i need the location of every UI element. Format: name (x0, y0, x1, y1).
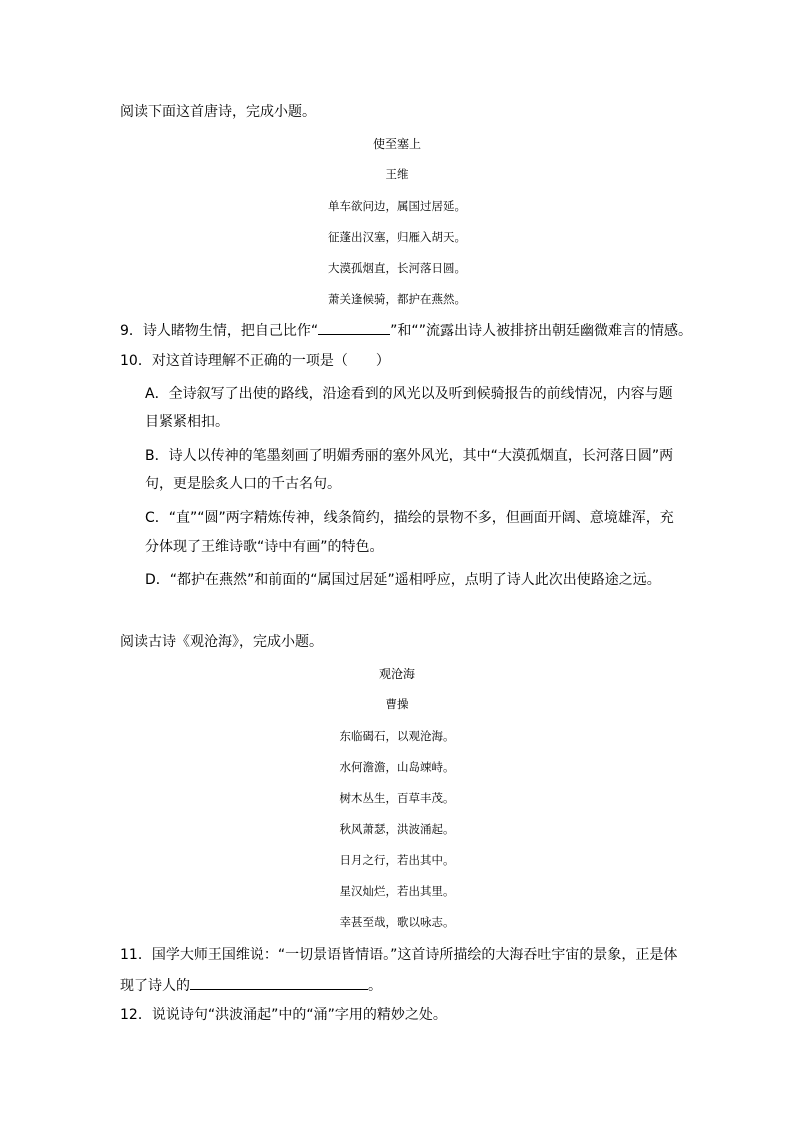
q10-option-d: D．“都护在燕然”和前面的“属国过居延”遥相呼应，点明了诗人此次出使路途之远。 (145, 572, 661, 588)
question-11-cont (120, 975, 382, 996)
question-9 (120, 320, 692, 341)
question-11: 11．国学大师王国维说：“一切景语皆情语。”这首诗所描绘的大海吞吐宇宙的景象，正是体 (120, 947, 678, 963)
q9-blank-1[interactable] (318, 320, 390, 335)
question-10-stem: 10．对这首诗理解不正确的一项是（ ） (120, 353, 390, 369)
poem1-author: 王维 (385, 167, 409, 181)
q11-prefix: 现了诗人的 (120, 978, 190, 994)
q9-suffix: ”流露出诗人被排挤出朝廷幽微难言的情感。 (418, 323, 692, 339)
poem2-line: 幸甚至哉，歌以咏志。 (339, 915, 455, 929)
q11-suffix: 。 (368, 978, 382, 994)
poem2-title: 观沧海 (378, 667, 415, 681)
section1-intro: 阅读下面这首唐诗，完成小题。 (120, 104, 316, 120)
q10-option-c: C．“直”“圆”两字精炼传神，线条简约，描绘的景物不多，但画面开阔、意境雄浑，充 (145, 510, 674, 526)
poem2-line: 日月之行，若出其中。 (339, 853, 455, 867)
section2-intro: 阅读古诗《观沧海》，完成小题。 (120, 634, 323, 650)
poem1-line: 征蓬出汉塞，归雁入胡天。 (328, 230, 466, 244)
poem1-line: 萧关逢候骑，都护在燕然。 (328, 292, 466, 306)
q11-answer-blank[interactable] (190, 975, 368, 990)
q9-prefix: 9．诗人睹物生情，把自己比作“ (120, 323, 319, 339)
poem1-line: 单车欲问边，属国过居延。 (328, 199, 466, 213)
q10-option-a-cont: 目紧紧相扣。 (145, 414, 229, 430)
poem2-line: 树木丛生，百草丰茂。 (339, 791, 455, 805)
poem2-author: 曹操 (385, 697, 409, 711)
q10-option-b: B．诗人以传神的笔墨刻画了明媚秀丽的塞外风光，其中“大漠孤烟直，长河落日圆”两 (145, 448, 674, 464)
q10-option-a: A．全诗叙写了出使的路线，沿途看到的风光以及听到候骑报告的前线情况，内容与题 (145, 386, 673, 402)
q9-middle: ”和“ (390, 323, 419, 339)
poem2-line: 东临碣石，以观沧海。 (339, 729, 455, 743)
poem2-line: 星汉灿烂，若出其里。 (339, 884, 455, 898)
q10-option-b-cont: 句，更是脍炙人口的千古名句。 (145, 476, 341, 492)
poem1-line: 大漠孤烟直，长河落日圆。 (328, 261, 466, 275)
question-12: 12．说说诗句“洪波涌起”中的“涌”字用的精妙之处。 (120, 1007, 447, 1023)
q10-option-c-cont: 分体现了王维诗歌“诗中有画”的特色。 (145, 539, 384, 555)
poem1-title: 使至塞上 (372, 137, 421, 151)
poem2-line: 水何澹澹，山岛竦峙。 (339, 760, 455, 774)
poem2-line: 秋风萧瑟，洪波涌起。 (339, 822, 455, 836)
